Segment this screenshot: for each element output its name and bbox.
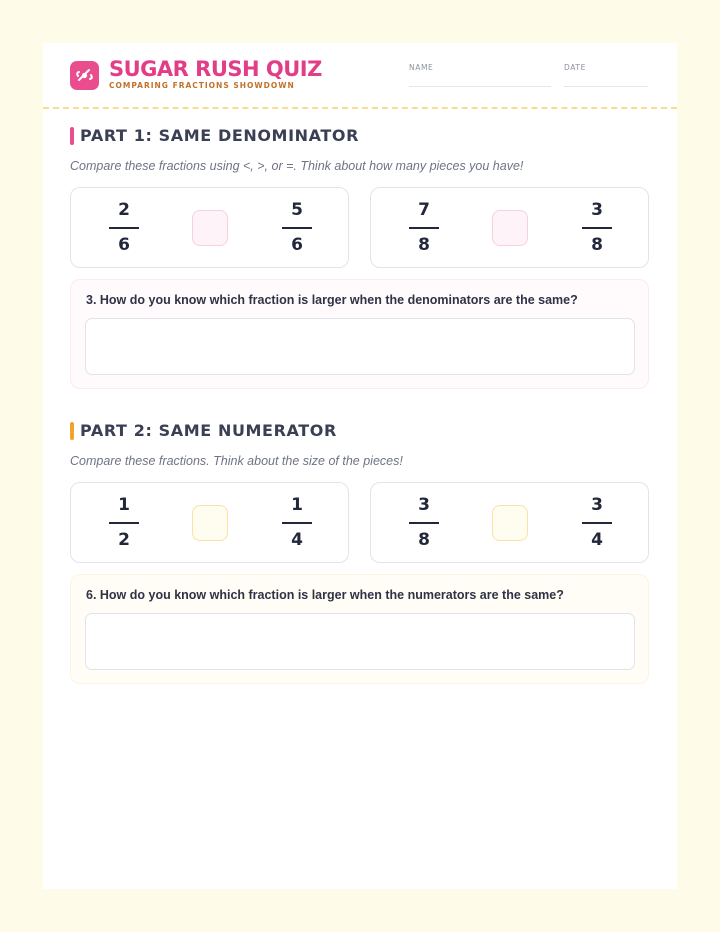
denominator: 8: [418, 530, 430, 550]
fraction-bar: [109, 522, 139, 524]
denominator: 2: [118, 530, 130, 550]
problem-2-card: [370, 187, 649, 268]
quiz-title: SUGAR RUSH QUIZ: [109, 57, 322, 81]
numerator: 7: [418, 200, 430, 220]
fraction-right: [282, 494, 312, 551]
question-6-answer-field[interactable]: [85, 613, 635, 670]
numerator: 3: [591, 200, 603, 220]
denominator: 8: [591, 235, 603, 255]
denominator: 6: [118, 235, 130, 255]
problem-1-card: [70, 187, 349, 268]
fraction-bar: [409, 227, 439, 229]
candy-icon: [70, 61, 99, 90]
name-field[interactable]: [409, 86, 551, 87]
fraction-right: [282, 199, 312, 256]
denominator: 4: [591, 530, 603, 550]
question-6-panel: [70, 574, 649, 684]
numerator: 3: [591, 495, 603, 515]
numerator: 5: [291, 200, 303, 220]
quiz-subtitle: COMPARING FRACTIONS SHOWDOWN: [109, 81, 295, 90]
problem-4-card: [70, 482, 349, 563]
problem-5-card: [370, 482, 649, 563]
question-3-answer-field[interactable]: [85, 318, 635, 375]
question-6-text: 6. How do you know which fraction is larger when the numerators are the same?: [86, 588, 564, 602]
part2-title: PART 2: SAME NUMERATOR: [70, 421, 337, 440]
denominator: 4: [291, 530, 303, 550]
compare-answer-box[interactable]: [492, 210, 528, 246]
fraction-bar: [282, 227, 312, 229]
numerator: 2: [118, 200, 130, 220]
numerator: 3: [418, 495, 430, 515]
compare-answer-box[interactable]: [192, 505, 228, 541]
fraction-bar: [282, 522, 312, 524]
part1-instruction: Compare these fractions using <, >, or =. Think about how many pieces you have!: [70, 159, 524, 173]
denominator: 6: [291, 235, 303, 255]
part1-title: PART 1: SAME DENOMINATOR: [70, 126, 359, 145]
fraction-bar: [582, 227, 612, 229]
fraction-bar: [409, 522, 439, 524]
numerator: 1: [118, 495, 130, 515]
worksheet: [43, 43, 677, 889]
numerator: 1: [291, 495, 303, 515]
compare-answer-box[interactable]: [192, 210, 228, 246]
fraction-bar: [582, 522, 612, 524]
header: [43, 43, 677, 109]
question-3-text: 3. How do you know which fraction is larger when the denominators are the same?: [86, 293, 578, 307]
fraction-left: [409, 494, 439, 551]
fraction-left: [109, 494, 139, 551]
date-label: DATE: [564, 63, 586, 72]
date-field[interactable]: [564, 86, 648, 87]
fraction-right: [582, 199, 612, 256]
fraction-right: [582, 494, 612, 551]
question-3-panel: [70, 279, 649, 389]
fraction-left: [409, 199, 439, 256]
fraction-bar: [109, 227, 139, 229]
denominator: 8: [418, 235, 430, 255]
fraction-left: [109, 199, 139, 256]
part2-instruction: Compare these fractions. Think about the size of the pieces!: [70, 454, 403, 468]
compare-answer-box[interactable]: [492, 505, 528, 541]
header-divider: [43, 107, 677, 109]
name-label: NAME: [409, 63, 434, 72]
